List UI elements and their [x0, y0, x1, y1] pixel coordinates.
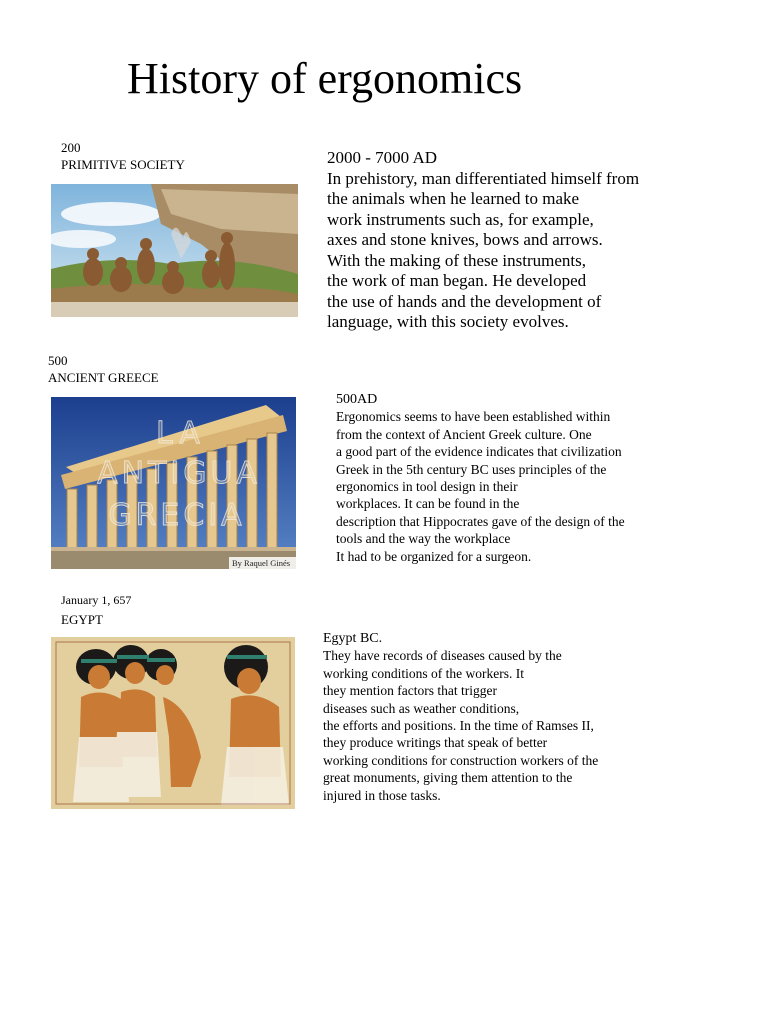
- section-year: 200: [61, 140, 81, 155]
- section-year: 500: [48, 353, 68, 368]
- body-line: In prehistory, man differentiated himself from: [327, 168, 640, 188]
- body-line: It had to be organized for a surgeon.: [336, 548, 532, 564]
- egyptian-mural-painting: [51, 637, 295, 809]
- body-line: from the context of Ancient Greek culture. One: [336, 426, 592, 442]
- image-caption-line: GRECIA: [108, 498, 246, 533]
- section-era: PRIMITIVE SOCIETY: [61, 157, 185, 172]
- section-year: January 1, 657: [61, 593, 132, 607]
- section-era: EGYPT: [61, 612, 103, 627]
- body-line: great monuments, giving them attention to the: [323, 770, 573, 786]
- image-caption-line: LA: [156, 416, 206, 451]
- section-heading: 2000 - 7000 AD: [327, 148, 438, 167]
- body-line: the use of hands and the development of: [327, 291, 602, 311]
- body-line: working conditions of the workers. It: [323, 665, 524, 681]
- body-line: description that Hippocrates gave of the design of the: [336, 513, 625, 529]
- body-line: working conditions for construction workers of the: [323, 752, 599, 768]
- image-caption-line: ANTIGUA: [97, 456, 261, 491]
- body-line: diseases such as weather conditions,: [323, 700, 520, 716]
- body-line: They have records of diseases caused by the: [323, 648, 562, 664]
- body-line: work instruments such as, for example,: [327, 209, 594, 229]
- image-credit: By Raquel Ginés: [232, 558, 291, 568]
- section-heading: Egypt BC.: [323, 631, 383, 646]
- body-line: injured in those tasks.: [323, 787, 441, 803]
- section-body: [336, 408, 666, 565]
- body-line: tools and the way the workplace: [336, 531, 511, 547]
- body-line: With the making of these instruments,: [327, 250, 586, 270]
- section-body: [327, 169, 667, 333]
- cave-people-photo: [51, 184, 298, 317]
- parthenon-photo: [51, 397, 296, 569]
- body-line: ergonomics in tool design in their: [336, 479, 518, 495]
- section-heading: 500AD: [336, 392, 378, 407]
- section-body: [323, 647, 653, 804]
- body-line: language, with this society evolves.: [327, 312, 569, 331]
- body-line: a good part of the evidence indicates that civilization: [336, 444, 622, 460]
- body-line: the efforts and positions. In the time of Ramses II,: [323, 718, 594, 734]
- body-line: Greek in the 5th century BC uses principles of the: [336, 461, 607, 477]
- page-title: History of ergonomics: [127, 54, 523, 103]
- body-line: they mention factors that trigger: [323, 683, 497, 699]
- section-era: ANCIENT GREECE: [48, 370, 159, 385]
- body-line: workplaces. It can be found in the: [336, 496, 520, 512]
- body-line: axes and stone knives, bows and arrows.: [327, 230, 603, 249]
- body-line: Ergonomics seems to have been established within: [336, 409, 611, 425]
- body-line: the work of man began. He developed: [327, 271, 587, 290]
- body-line: the animals when he learned to make: [327, 189, 580, 208]
- body-line: they produce writings that speak of better: [323, 735, 548, 751]
